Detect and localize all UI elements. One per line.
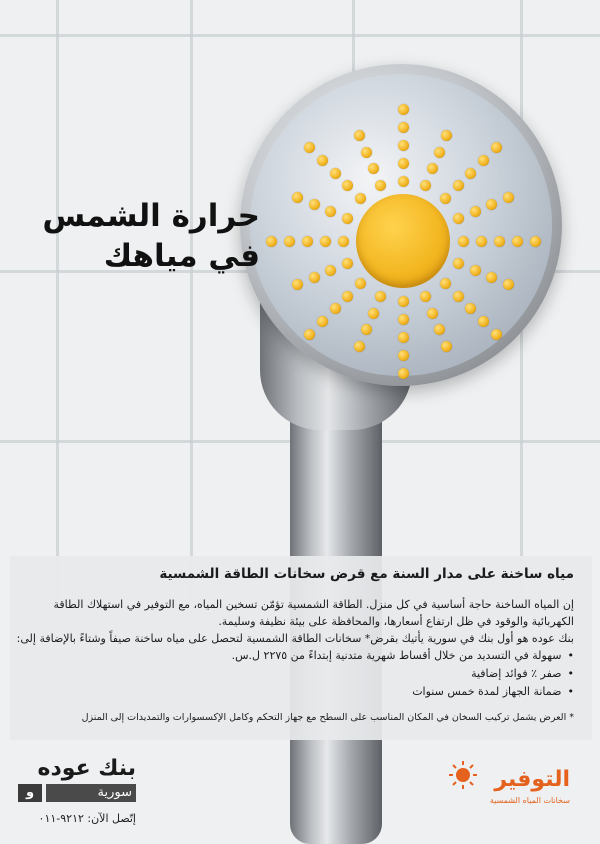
nozzle-dot <box>309 272 320 283</box>
nozzle-dot <box>317 316 328 327</box>
nozzle-dot <box>491 142 502 153</box>
nozzle-dot <box>368 308 379 319</box>
nozzle-dot <box>398 332 409 343</box>
nozzle-dot <box>398 140 409 151</box>
nozzle-dot <box>398 314 409 325</box>
nozzle-dot <box>512 236 523 247</box>
nozzle-dot <box>440 193 451 204</box>
nozzle-dot <box>491 329 502 340</box>
benefits-list <box>14 647 574 701</box>
headline <box>30 196 260 276</box>
nozzle-dot <box>317 155 328 166</box>
tile-line <box>0 34 600 37</box>
panel-body <box>14 596 574 701</box>
nozzle-dot <box>398 296 409 307</box>
nozzle-dot <box>440 278 451 289</box>
nozzle-dot <box>453 180 464 191</box>
tile-line <box>56 0 59 600</box>
nozzle-dot <box>530 236 541 247</box>
nozzle-dot <box>441 341 452 352</box>
nozzle-dot <box>284 236 295 247</box>
nozzle-dot <box>470 206 481 217</box>
headline-line-2: في مياهك <box>103 238 260 274</box>
tawfeer-logo <box>440 766 570 805</box>
info-panel <box>10 556 592 740</box>
footnote: * العرض يشمل تركيب السخان في المكان المناسب على السطح مع جهاز التحكم وكامل الإكسسوارات والتمديدات إلى المنزل <box>81 712 574 723</box>
benefit-item: • سهولة في التسديد من خلال أقساط شهرية متدنية إبتداءً من ٢٢٧٥ ل.س. <box>14 647 574 665</box>
nozzle-dot <box>434 147 445 158</box>
nozzle-dot <box>361 147 372 158</box>
nozzle-dot <box>398 350 409 361</box>
bank-country-row <box>18 784 136 802</box>
bank-phone: إتّصل الآن: ٩٢١٢-٠١١ <box>38 812 136 825</box>
nozzle-dot <box>503 279 514 290</box>
bank-name: بنك عوده <box>37 756 136 781</box>
nozzle-dot <box>486 199 497 210</box>
nozzle-dot <box>309 199 320 210</box>
nozzle-dot <box>476 236 487 247</box>
logo-tagline: سخانات المياه الشمسية <box>489 796 570 805</box>
nozzle-dot <box>478 155 489 166</box>
nozzle-dot <box>354 130 365 141</box>
panel-title: مياه ساخنة على مدار السنة مع قرض سخانات الطاقة الشمسية <box>159 566 574 582</box>
benefit-item: • ضمانة الجهاز لمدة خمس سنوات <box>14 683 574 701</box>
intro-paragraph: إن المياه الساخنة حاجة أساسية في كل منزل. الطاقة الشمسية تؤمّن تسخين المياه، مع التوفير في استهلاك الطاقة الكهربائية والوقود في ظل ارتفاع أسعارها، والمحافظة على بيئة نظيفة وسليمة. <box>53 598 574 628</box>
nozzle-dot <box>320 236 331 247</box>
nozzle-dot <box>342 213 353 224</box>
nozzle-dot <box>398 104 409 115</box>
nozzle-dot <box>338 236 349 247</box>
sun-disc-icon <box>356 194 450 288</box>
sun-logo-icon <box>448 760 478 790</box>
bank-logo <box>18 756 136 825</box>
nozzle-dot <box>330 303 341 314</box>
nozzle-dot <box>342 291 353 302</box>
nozzle-dot <box>398 158 409 169</box>
nozzle-dot <box>330 168 341 179</box>
nozzle-dot <box>465 168 476 179</box>
nozzle-dot <box>354 341 365 352</box>
nozzle-dot <box>427 308 438 319</box>
nozzle-dot <box>503 192 514 203</box>
bank-country: سورية <box>46 784 136 802</box>
bank-mark-icon: و <box>18 784 42 802</box>
nozzle-dot <box>494 236 505 247</box>
nozzle-dot <box>375 180 386 191</box>
nozzle-dot <box>398 122 409 133</box>
logo-brand: التوفير <box>494 767 570 792</box>
nozzle-dot <box>398 368 409 379</box>
offer-paragraph: بنك عوده هو أول بنك في سورية يأتيك بقرض* سخانات الطاقة الشمسية لتحصل على مياه ساخنة صيفاً وشتاءً بالإضافة إلى: <box>16 632 574 645</box>
nozzle-dot <box>398 176 409 187</box>
tile-line <box>190 0 193 600</box>
nozzle-dot <box>361 324 372 335</box>
nozzle-dot <box>266 236 277 247</box>
benefit-item: • صفر ٪ فوائد إضافية <box>14 665 574 683</box>
nozzle-dot <box>302 236 313 247</box>
nozzle-dot <box>453 291 464 302</box>
headline-line-1: حرارة الشمس <box>42 198 260 234</box>
nozzle-dot <box>304 329 315 340</box>
nozzle-dot <box>470 265 481 276</box>
nozzle-dot <box>355 278 366 289</box>
nozzle-dot <box>375 291 386 302</box>
nozzle-dot <box>458 236 469 247</box>
nozzle-dot <box>292 192 303 203</box>
nozzle-dot <box>453 213 464 224</box>
